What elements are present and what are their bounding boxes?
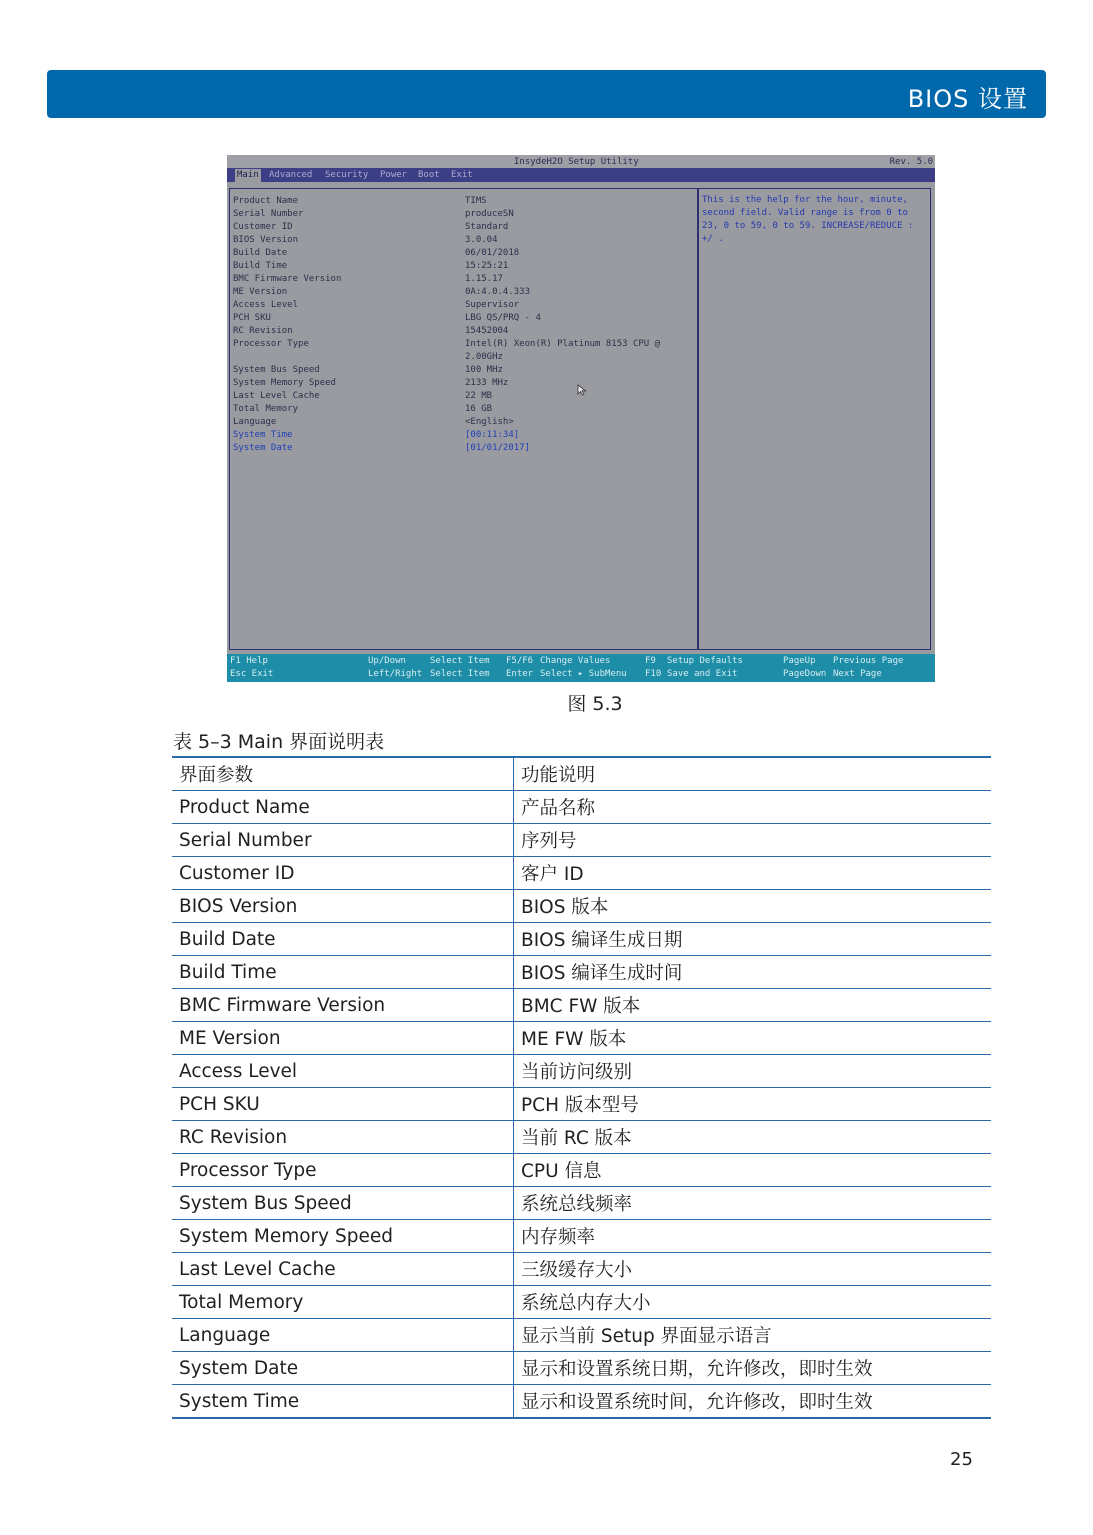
table-cell-parameter: Last Level Cache <box>172 1253 514 1286</box>
table-cell-description: 显示当前 Setup 界面显示语言 <box>514 1319 992 1352</box>
bios-menu-advanced[interactable]: Advanced <box>269 170 313 180</box>
table-row <box>172 1187 991 1220</box>
bios-footer-enter: Enter <box>506 669 534 679</box>
table-cell-description: BIOS 编译生成时间 <box>514 956 992 989</box>
bios-info-key: Last Level Cache <box>233 391 320 401</box>
bios-info-panel <box>229 188 698 650</box>
table-cell-description: PCH 版本型号 <box>514 1088 992 1121</box>
bios-help-panel <box>698 188 931 650</box>
chapter-header-band <box>47 70 1046 118</box>
bios-revision: Rev. 5.0 <box>889 157 933 167</box>
bios-footer-updown: Up/Down <box>368 656 406 666</box>
bios-menu-boot[interactable]: Boot <box>418 170 440 180</box>
bios-info-key: Language <box>233 417 277 427</box>
table-row <box>172 989 991 1022</box>
bios-footer-save-exit: Save and Exit <box>667 669 738 679</box>
table-cell-description: 当前访问级别 <box>514 1055 992 1088</box>
bios-info-value: Standard <box>465 222 509 232</box>
table-row <box>172 1088 991 1121</box>
bios-info-key: System Date <box>233 443 293 453</box>
bios-info-key: Build Date <box>233 248 288 258</box>
bios-menu-exit[interactable]: Exit <box>451 170 473 180</box>
table-row <box>172 791 991 824</box>
main-parameter-table <box>172 756 991 1419</box>
table-row <box>172 1286 991 1319</box>
bios-info-value: LBG QS/PRQ - 4 <box>465 313 541 323</box>
bios-info-value: 15:25:21 <box>465 261 509 271</box>
table-row <box>172 1055 991 1088</box>
table-cell-parameter: ME Version <box>172 1022 514 1055</box>
table-row <box>172 1385 991 1419</box>
bios-info-value: Supervisor <box>465 300 520 310</box>
bios-menu-security[interactable]: Security <box>325 170 369 180</box>
table-cell-description: 内存频率 <box>514 1220 992 1253</box>
table-row <box>172 1319 991 1352</box>
table-cell-description: 系统总内存大小 <box>514 1286 992 1319</box>
table-row <box>172 923 991 956</box>
table-cell-description: 功能说明 <box>514 757 992 791</box>
bios-info-key: Total Memory <box>233 404 299 414</box>
bios-info-value: 06/01/2018 <box>465 248 520 258</box>
table-row <box>172 1352 991 1385</box>
table-cell-description: 序列号 <box>514 824 992 857</box>
bios-menu-main[interactable]: Main <box>237 170 259 180</box>
bios-help-text: This is the help for the hour, minute, second field. Valid range is from 0 to 23, 0 to 59, 0 to 59. INCREASE/REDUCE : +/ . <box>702 195 914 244</box>
table-cell-description: BIOS 编译生成日期 <box>514 923 992 956</box>
table-cell-description: BMC FW 版本 <box>514 989 992 1022</box>
table-row <box>172 857 991 890</box>
bios-footer-f9: F9 <box>645 656 656 666</box>
bios-info-key: RC Revision <box>233 326 293 336</box>
bios-menu-power[interactable]: Power <box>380 170 408 180</box>
bios-info-value: 15452004 <box>465 326 509 336</box>
figure-caption: 图 5.3 <box>567 693 623 715</box>
table-header-row <box>172 757 991 791</box>
table-cell-parameter: System Memory Speed <box>172 1220 514 1253</box>
table-row <box>172 824 991 857</box>
table-cell-description: 显示和设置系统时间，允许修改，即时生效 <box>514 1385 992 1419</box>
table-cell-parameter: PCH SKU <box>172 1088 514 1121</box>
table-cell-parameter: Product Name <box>172 791 514 824</box>
table-cell-parameter: BIOS Version <box>172 890 514 923</box>
bios-menubar <box>227 168 935 182</box>
table-cell-description: 系统总线频率 <box>514 1187 992 1220</box>
table-cell-description: 当前 RC 版本 <box>514 1121 992 1154</box>
bios-info-value: TIMS <box>465 196 487 206</box>
bios-info-value: <English> <box>465 417 514 427</box>
bios-title: InsydeH2O Setup Utility <box>514 157 639 167</box>
bios-footer-select-item-1: Select Item <box>430 656 490 666</box>
table-cell-parameter: Build Time <box>172 956 514 989</box>
table-row <box>172 1253 991 1286</box>
table-cell-parameter: System Date <box>172 1352 514 1385</box>
bios-footer-previous-page: Previous Page <box>833 656 904 666</box>
bios-info-key: System Bus Speed <box>233 365 320 375</box>
bios-info-key: Access Level <box>233 300 299 310</box>
table-row <box>172 890 991 923</box>
table-cell-parameter: System Bus Speed <box>172 1187 514 1220</box>
bios-footer-pagedown: PageDown <box>783 669 827 679</box>
bios-info-key: Product Name <box>233 196 299 206</box>
bios-info-value: 16 GB <box>465 404 493 414</box>
table-cell-parameter: Language <box>172 1319 514 1352</box>
table-cell-description: CPU 信息 <box>514 1154 992 1187</box>
bios-info-value: [01/01/2017] <box>465 443 531 453</box>
table-cell-parameter: Serial Number <box>172 824 514 857</box>
table-cell-parameter: RC Revision <box>172 1121 514 1154</box>
bios-info-value: 22 MB <box>465 391 493 401</box>
bios-footer-leftright: Left/Right <box>368 669 423 679</box>
bios-footer-next-page: Next Page <box>833 669 882 679</box>
bios-info-key: Serial Number <box>233 209 304 219</box>
table-cell-parameter: Processor Type <box>172 1154 514 1187</box>
bios-footer-f5f6: F5/F6 <box>506 656 534 666</box>
bios-footer-f1: F1 Help <box>230 656 268 666</box>
table-cell-description: 三级缓存大小 <box>514 1253 992 1286</box>
table-cell-parameter: Customer ID <box>172 857 514 890</box>
bios-footer-f10: F10 <box>645 669 662 679</box>
page-number: 25 <box>950 1449 973 1470</box>
table-cell-parameter: System Time <box>172 1385 514 1419</box>
bios-info-key: Customer ID <box>233 222 293 232</box>
bios-info-key: System Memory Speed <box>233 378 336 388</box>
bios-info-key: BMC Firmware Version <box>233 274 342 284</box>
bios-footer-esc: Esc Exit <box>230 669 274 679</box>
bios-footer-select-submenu: Select ▸ SubMenu <box>540 669 627 679</box>
table-cell-parameter: Total Memory <box>172 1286 514 1319</box>
table-cell-description: BIOS 版本 <box>514 890 992 923</box>
table-cell-description: 显示和设置系统日期，允许修改，即时生效 <box>514 1352 992 1385</box>
bios-info-value: 0A:4.0.4.333 <box>465 287 531 297</box>
bios-footer-select-item-2: Select Item <box>430 669 490 679</box>
bios-info-value: 100 MHz <box>465 365 503 375</box>
table-row <box>172 956 991 989</box>
bios-info-key: Processor Type <box>233 339 309 349</box>
bios-info-key: ME Version <box>233 287 288 297</box>
bios-info-key: PCH SKU <box>233 313 271 323</box>
table-cell-parameter: 界面参数 <box>172 757 514 791</box>
bios-info-value: produceSN <box>465 209 514 219</box>
table-caption: 表 5–3 Main 界面说明表 <box>173 731 385 753</box>
chapter-title: BIOS 设置 <box>907 85 1028 113</box>
table-cell-description: 产品名称 <box>514 791 992 824</box>
table-row <box>172 1220 991 1253</box>
bios-info-value: 1.15.17 <box>465 274 503 284</box>
table-row <box>172 1154 991 1187</box>
table-cell-parameter: BMC Firmware Version <box>172 989 514 1022</box>
bios-info-key: BIOS Version <box>233 235 299 245</box>
table-row <box>172 1022 991 1055</box>
table-cell-description: 客户 ID <box>514 857 992 890</box>
table-cell-description: ME FW 版本 <box>514 1022 992 1055</box>
bios-footer <box>227 654 935 682</box>
bios-footer-pageup: PageUp <box>783 656 816 666</box>
bios-info-key: Build Time <box>233 261 288 271</box>
bios-footer-setup-defaults: Setup Defaults <box>667 656 743 666</box>
bios-info-key: System Time <box>233 430 293 440</box>
table-cell-parameter: Access Level <box>172 1055 514 1088</box>
bios-info-value: 2.00GHz <box>465 352 503 362</box>
bios-info-value: [00:11:34] <box>465 430 520 440</box>
mouse-pointer-icon <box>577 384 587 396</box>
bios-info-value: Intel(R) Xeon(R) Platinum 8153 CPU @ <box>465 339 661 349</box>
bios-info-value: 3.0.04 <box>465 235 498 245</box>
table-row <box>172 1121 991 1154</box>
table-cell-parameter: Build Date <box>172 923 514 956</box>
bios-titlebar <box>227 155 935 168</box>
bios-footer-change-values: Change Values <box>540 656 611 666</box>
bios-info-value: 2133 MHz <box>465 378 509 388</box>
bios-screenshot <box>227 155 935 682</box>
